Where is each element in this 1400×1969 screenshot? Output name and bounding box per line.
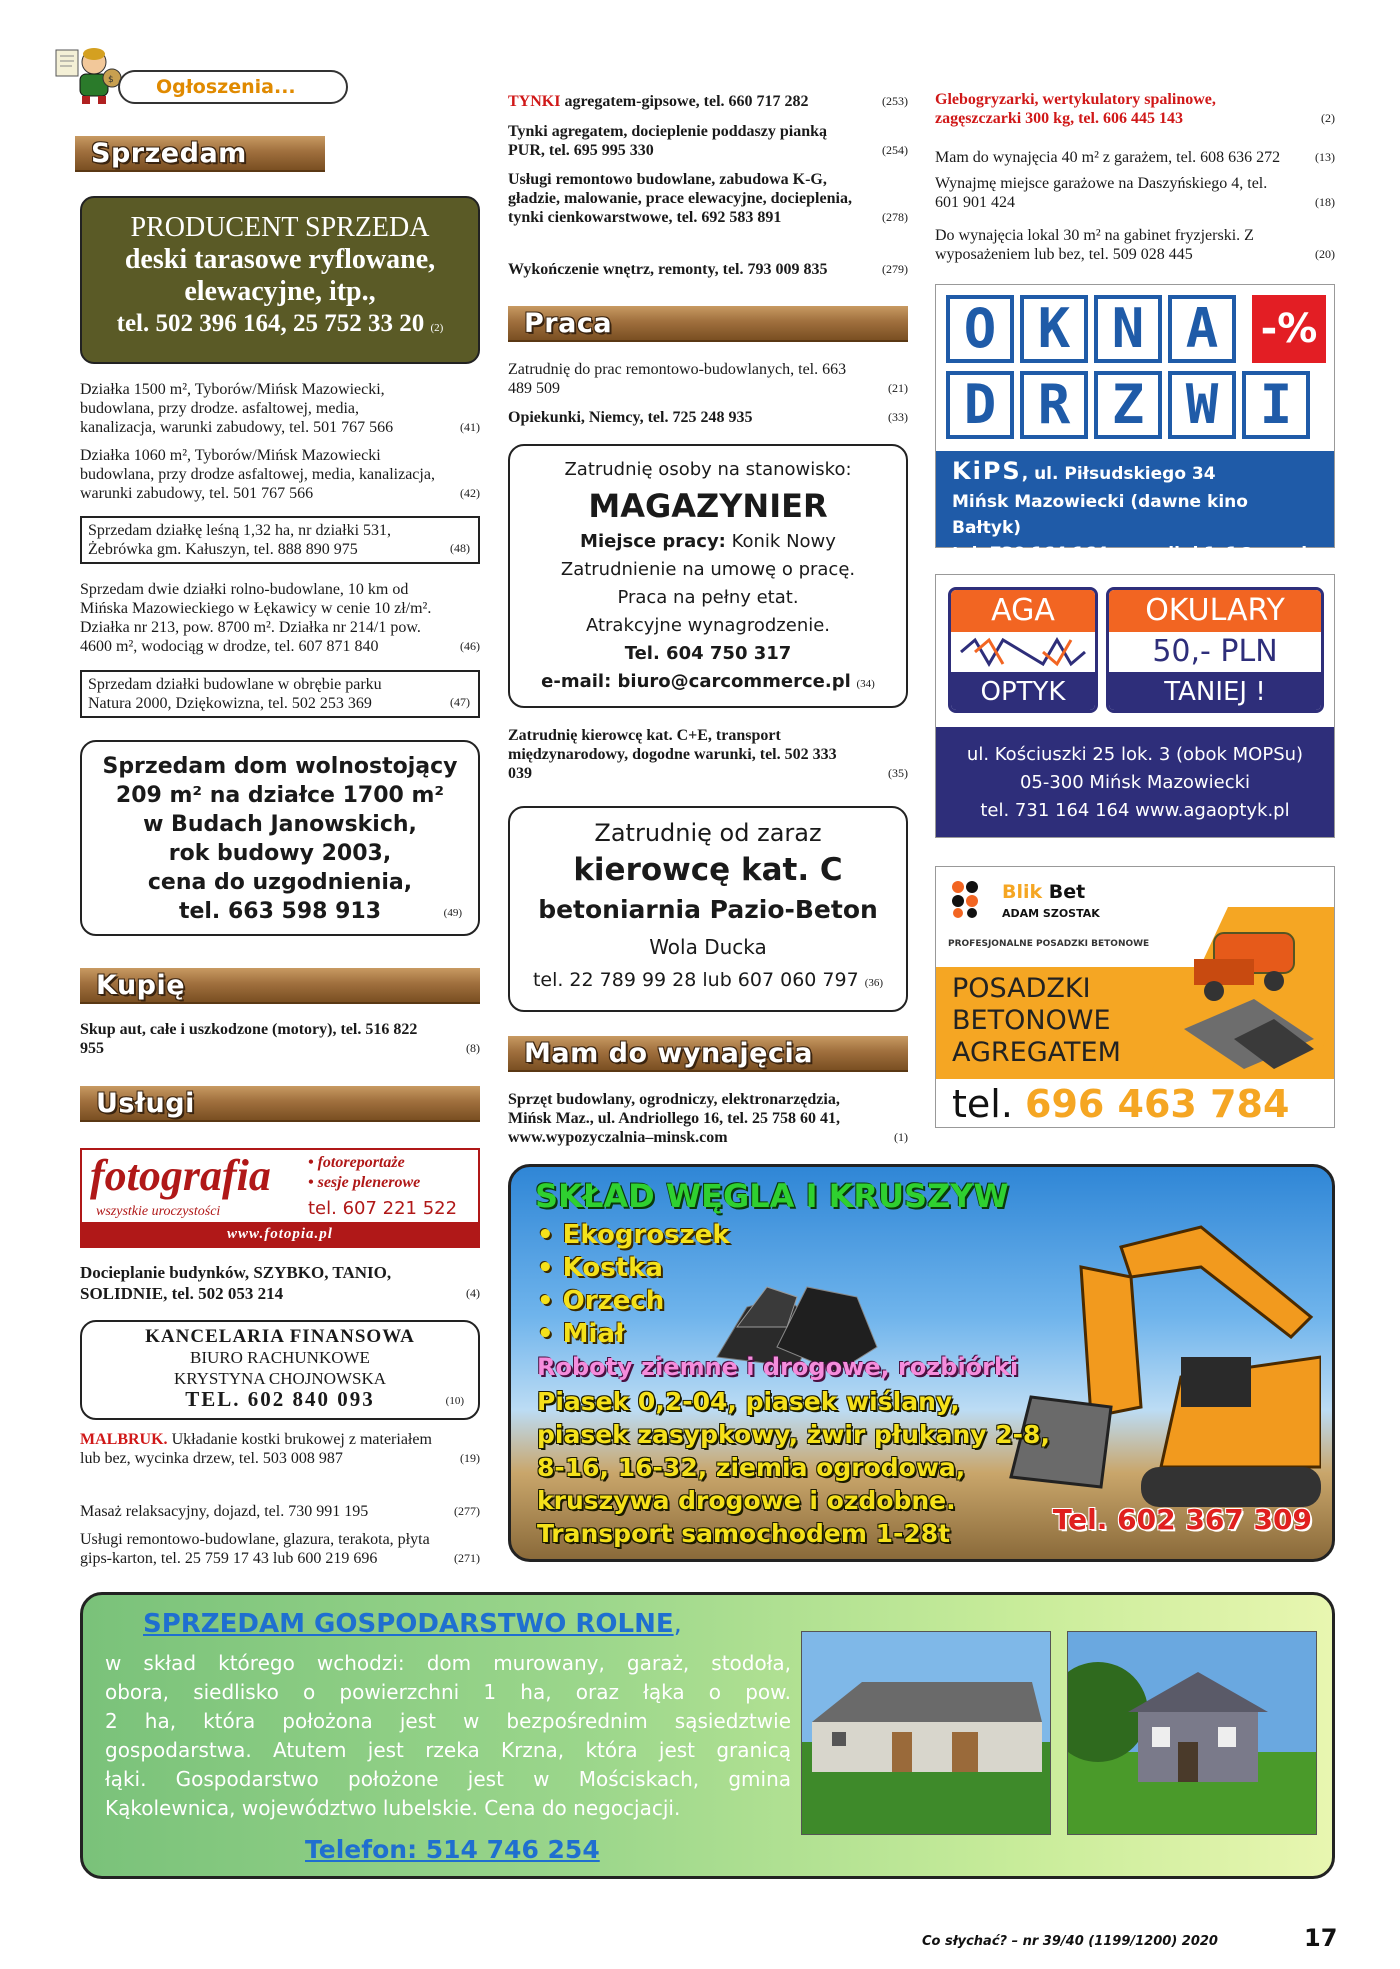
header-title: Ogłoszenia...: [156, 76, 296, 98]
classified-ad-35: Zatrudnię kierowcę kat. C+E, transport międzynarodowy, dogodne warunki, tel. 502 333 039 (35): [508, 727, 908, 782]
ad-number: (48): [450, 541, 470, 555]
wegiel-line: Transport samochodem 1-28t: [537, 1519, 951, 1548]
blik-phone: 696 463 784: [1025, 1082, 1290, 1126]
kancelaria-phone: TEL. 602 840 093: [185, 1387, 375, 1411]
wegiel-line: Piasek 0,2-04, piasek wiślany,: [537, 1387, 960, 1416]
classified-ad-18: Wynajmę miejsce garażowe na Daszyńskiego 4, tel. 601 901 424 (18): [935, 175, 1335, 211]
classified-ad-19: MALBRUK. Układanie kostki brukowej z materiałem lub bez, wycinka drzew, tel. 503 008 987 (19): [80, 1431, 480, 1467]
ad-number: (21): [888, 381, 908, 395]
footer-issue: Co słychać? – nr 39/40 (1199/1200) 2020: [922, 1934, 1218, 1949]
aga-optyk-ad: [935, 574, 1335, 838]
classified-ad-1: Sprzęt budowlany, ogrodniczy, elektronarzędzia, Mińsk Maz., ul. Andriollego 16, tel. 25 758 60 41, www.wypozyczalnia–minsk.com (1): [508, 1091, 908, 1146]
page-number: 17: [1304, 1924, 1338, 1952]
gospodarstwo-line: 2 ha, która położona jest w bezpośrednim sąsiedztwie: [105, 1709, 791, 1733]
gospodarstwo-line: łąki. Gospodarstwo położone jest w Mościskach, gmina: [105, 1767, 791, 1791]
drzwi-letters: [946, 371, 1310, 439]
wegiel-items: [537, 1219, 730, 1351]
gospodarstwo-line: gospodarstwa. Atutem jest rzeka Krzna, która jest granicą: [105, 1738, 791, 1762]
wegiel-line: piasek zasypkowy, żwir płukany 2-8,: [537, 1420, 1050, 1449]
aga-pattern-icon: [951, 632, 1095, 672]
classified-ad-2: Glebogryzarki, wertykulatory spalinowe, zagęszczarki 300 kg, tel. 606 445 143 (2): [935, 91, 1335, 127]
svg-text:$: $: [108, 75, 114, 85]
section-kupie: Kupię: [80, 968, 480, 1004]
wegiel-line: kruszywa drogowe i ozdobne.: [537, 1486, 956, 1515]
classified-ad-42: Działka 1060 m², Tyborów/Mińsk Mazowiecki budowlana, przy drodze asfaltowej, media, kanalizacja, warunki zabudowy, tel. 501 767 566 (42): [80, 447, 480, 502]
magazynier-title: MAGAZYNIER: [588, 487, 828, 525]
producent-ad: [80, 196, 480, 364]
ad-number: (35): [888, 766, 908, 780]
ad-number: (2): [1321, 111, 1335, 125]
section-wynajecia: Mam do wynajęcia: [508, 1036, 908, 1072]
ad-number: (8): [466, 1041, 480, 1055]
kierowca-title: kierowcę kat. C: [573, 852, 843, 888]
letter-tile: D: [946, 371, 1014, 439]
magazynier-email: e-mail: biuro@carcommerce.pl: [541, 671, 851, 692]
wegiel-item: • Ekogroszek: [537, 1220, 730, 1250]
okna-drzwi-ad: [935, 284, 1335, 564]
ad-number: (2): [430, 322, 444, 334]
letter-tile: Z: [1094, 371, 1162, 439]
letter-tile: A: [1168, 295, 1236, 363]
ad-number: (20): [1315, 247, 1335, 261]
dom-ad: Sprzedam dom wolnostojący 209 m² na działce 1700 m² w Budach Janowskich, rok budowy 2003, cena do uzgodnienia, tel. 663 598 913 (49): [80, 740, 480, 936]
classified-ad-277: Masaż relaksacyjny, dojazd, tel. 730 991 195 (277): [80, 1503, 480, 1520]
fotografia-www: www.fotopia.pl: [82, 1222, 478, 1246]
aga-address: ul. Kościuszki 25 lok. 3 (obok MOPSu) 05-300 Mińsk Mazowiecki tel. 731 164 164 www.agaoptyk.pl: [936, 727, 1334, 837]
ad-number: (34): [856, 678, 875, 690]
producent-line3: elewacyjne, itp.,: [184, 276, 376, 307]
farm-photo-2: [1067, 1631, 1317, 1835]
ad-number: (49): [443, 907, 462, 919]
fotografia-ad: fotografia wszystkie uroczystości • fotoreportaże • sesje plenerowe tel. 607 221 522 www.fotopia.pl: [80, 1148, 480, 1248]
blik-bet-ad: Blik Bet ADAM SZOSTAK PROFESJONALNE POSADZKI BETONOWE POSADZKI BETONOWE AGREGATEM tel. 696 463 784: [935, 866, 1335, 1128]
magazynier-ad: Zatrudnię osoby na stanowisko: MAGAZYNIER Miejsce pracy: Konik Nowy Zatrudnienie na umowę o pracę. Praca na pełny etat. Atrakcyjne wynagrodzenie. Tel. 604 750 317 e-mail: biuro@carcommerce.pl (34): [508, 444, 908, 708]
wegiel-item: • Miał: [537, 1319, 625, 1349]
header-banner: [118, 70, 348, 104]
ad-number: (10): [445, 1395, 464, 1407]
section-sprzedam: Sprzedam: [75, 136, 325, 172]
okna-letters: [946, 295, 1236, 363]
classified-ad-278: Usługi remontowo budowlane, zabudowa K-G, gładzie, malowanie, prace elewacyjne, docieplenia, tynki cienkowarstwowe, tel. 692 583 891 (278): [508, 171, 908, 226]
wegiel-title: SKŁAD WĘGLA I KRUSZYW: [535, 1177, 1009, 1215]
wegiel-lines: [537, 1385, 1050, 1550]
ad-number: (277): [454, 1504, 480, 1518]
gospodarstwo-line: Kąkolewnica, województwo lubelskie. Cena do negocjacji.: [105, 1796, 681, 1820]
ad-number: (46): [460, 639, 480, 653]
wegiel-roboty: Roboty ziemne i drogowe, rozbiórki: [537, 1353, 1019, 1381]
dom-phone: tel. 663 598 913: [178, 899, 382, 924]
letter-tile: N: [1094, 295, 1162, 363]
farm-photo-1: [801, 1631, 1051, 1835]
gospodarstwo-ad: SPRZEDAM GOSPODARSTWO ROLNE, w skład którego wchodzi: dom murowany, garaż, stodoła, obora, siedlisko o powierzchni 1 ha, oraz łąka o pow. 2 ha, która położona jest w bezpośrednim sąsiedztwie gospodarstwa. Atutem jest rzeka Krzna, która jest granicą łąki. Gospodarstwo położone jest w Mościskach, gmina Kąkolewnica, województwo lubelskie. Cena do negocjacji. Telefon: 514 746 254: [80, 1592, 1335, 1879]
section-uslugi: Usługi: [80, 1086, 480, 1122]
gospodarstwo-body: [105, 1649, 791, 1823]
gospodarstwo-phone: Telefon: 514 746 254: [305, 1835, 600, 1864]
letter-tile: O: [946, 295, 1014, 363]
classified-ad-46: Sprzedam dwie działki rolno-budowlane, 10 km od Mińska Mazowieckiego w Łękawicy w cenie 10 zł/m². Działka nr 213, pow. 8700 m². Działka nr 214/1 pow. 4600 m², wodociąg w drodze, tel. 607 871 840 (46): [80, 581, 480, 655]
ad-number: (18): [1315, 195, 1335, 209]
magazynier-phone: Tel. 604 750 317: [624, 643, 792, 664]
wegiel-phone: Tel. 602 367 309: [1052, 1503, 1312, 1536]
wegiel-item: • Orzech: [537, 1286, 665, 1316]
fotografia-phone: tel. 607 221 522: [308, 1198, 458, 1219]
producent-line2: deski tarasowe ryflowane,: [124, 244, 436, 275]
ad-number: (36): [864, 977, 884, 989]
letter-tile: I: [1242, 371, 1310, 439]
aga-phone: tel. 731 164 164 www.agaoptyk.pl: [980, 800, 1290, 821]
classified-ad-41: Działka 1500 m², Tyborów/Mińsk Mazowiecki, budowlana, przy drodze. asfaltowej, media, kanalizacja, warunki zabudowy, tel. 501 767 566 (41): [80, 381, 480, 436]
kancelaria-ad: KANCELARIA FINANSOWA BIURO RACHUNKOWE KRYSTYNA CHOJNOWSKA TEL. 602 840 093 (10): [80, 1320, 480, 1420]
producent-line1: PRODUCENT SPRZEDA: [130, 212, 430, 243]
classified-ad-33: Opiekunki, Niemcy, tel. 725 248 935 (33): [508, 409, 908, 426]
classified-ad-13: Mam do wynajęcia 40 m² z garażem, tel. 608 636 272 (13): [935, 149, 1335, 166]
ad-number: (4): [466, 1286, 480, 1300]
concrete-machine-icon: [1174, 919, 1324, 1074]
ad-number: (13): [1315, 150, 1335, 164]
gospodarstwo-title: SPRZEDAM GOSPODARSTWO ROLNE: [143, 1609, 674, 1639]
classified-ad-48: Sprzedam działkę leśną 1,32 ha, nr działki 531, Żebrówka gm. Kałuszyn, tel. 888 890 975 (48): [80, 516, 480, 564]
wegiel-item: • Kostka: [537, 1253, 663, 1283]
wegiel-line: 8-16, 16-32, ziemia ogrodowa,: [537, 1453, 966, 1482]
aga-logo: AGA OPTYK: [948, 587, 1098, 713]
okna-address: KiPS, ul. Piłsudskiego 34 Mińsk Mazowiecki (dawne kino Bałtyk) tel. 730 164 164, e-mail: k1s1@wp.pl: [936, 451, 1334, 547]
ad-number: (278): [882, 210, 908, 224]
classified-ad-21: Zatrudnię do prac remontowo-budowlanych, tel. 663 489 509 (21): [508, 361, 908, 397]
classified-ad-271: Usługi remontowo-budowlane, glazura, terakota, płyta gips-karton, tel. 25 759 17 43 lub 600 219 696 (271): [80, 1531, 480, 1567]
ad-number: (19): [460, 1451, 480, 1465]
ad-number: (279): [882, 262, 908, 276]
discount-badge: -%: [1252, 295, 1326, 363]
ad-number: (47): [450, 695, 470, 709]
letter-tile: K: [1020, 295, 1088, 363]
ad-number: (254): [882, 143, 908, 157]
kierowca-phone: tel. 22 789 99 28 lub 607 060 797: [532, 969, 859, 991]
classified-ad-20: Do wynajęcia lokal 30 m² na gabinet fryzjerski. Z wyposażeniem lub bez, tel. 509 028 445 (20): [935, 227, 1335, 263]
classified-ad-47: Sprzedam działki budowlane w obrębie parku Natura 2000, Dziękowizna, tel. 502 253 369 (47): [80, 670, 480, 718]
letter-tile: R: [1020, 371, 1088, 439]
wegiel-ad: [508, 1164, 1335, 1562]
classified-ad-279: Wykończenie wnętrz, remonty, tel. 793 009 835 (279): [508, 261, 908, 278]
classified-ad-254: Tynki agregatem, docieplenie poddaszy pianką PUR, tel. 695 995 330 (254): [508, 123, 908, 159]
classified-ad-253: TYNKI agregatem-gipsowe, tel. 660 717 282 (253): [508, 93, 908, 110]
producent-phone: tel. 502 396 164, 25 752 33 20: [116, 310, 425, 337]
ad-number: (42): [460, 486, 480, 500]
letter-tile: W: [1168, 371, 1236, 439]
okna-phone: tel. 730 164 164, e-mail: k1s1@wp.pl: [952, 544, 1308, 564]
gospodarstwo-line: w skład którego wchodzi: dom murowany, garaż, stodoła,: [105, 1651, 791, 1675]
ad-number: (271): [454, 1551, 480, 1565]
gospodarstwo-line: obora, siedlisko o powierzchni 1 ha, oraz łąka o pow.: [105, 1680, 791, 1704]
kierowca-ad: Zatrudnię od zaraz kierowcę kat. C betoniarnia Pazio-Beton Wola Ducka tel. 22 789 99 28 lub 607 060 797 (36): [508, 806, 908, 1012]
mascot-icon: [52, 44, 124, 106]
ad-number: (1): [894, 1130, 908, 1144]
blik-logo-icon: [950, 879, 994, 924]
section-praca: Praca: [508, 306, 908, 342]
classified-ad-8: Skup aut, całe i uszkodzone (motory), tel. 516 822 955 (8): [80, 1021, 480, 1057]
ad-number: (253): [882, 94, 908, 108]
ad-number: (41): [460, 420, 480, 434]
fotografia-subtitle: wszystkie uroczystości: [96, 1204, 221, 1219]
fotografia-title: fotografia: [90, 1151, 271, 1200]
okulary-promo: OKULARY 50,- PLN TANIEJ !: [1106, 587, 1324, 713]
classified-ad-4: Docieplanie budynków, SZYBKO, TANIO, SOLIDNIE, tel. 502 053 214 (4): [80, 1263, 480, 1303]
ad-number: (33): [888, 410, 908, 424]
